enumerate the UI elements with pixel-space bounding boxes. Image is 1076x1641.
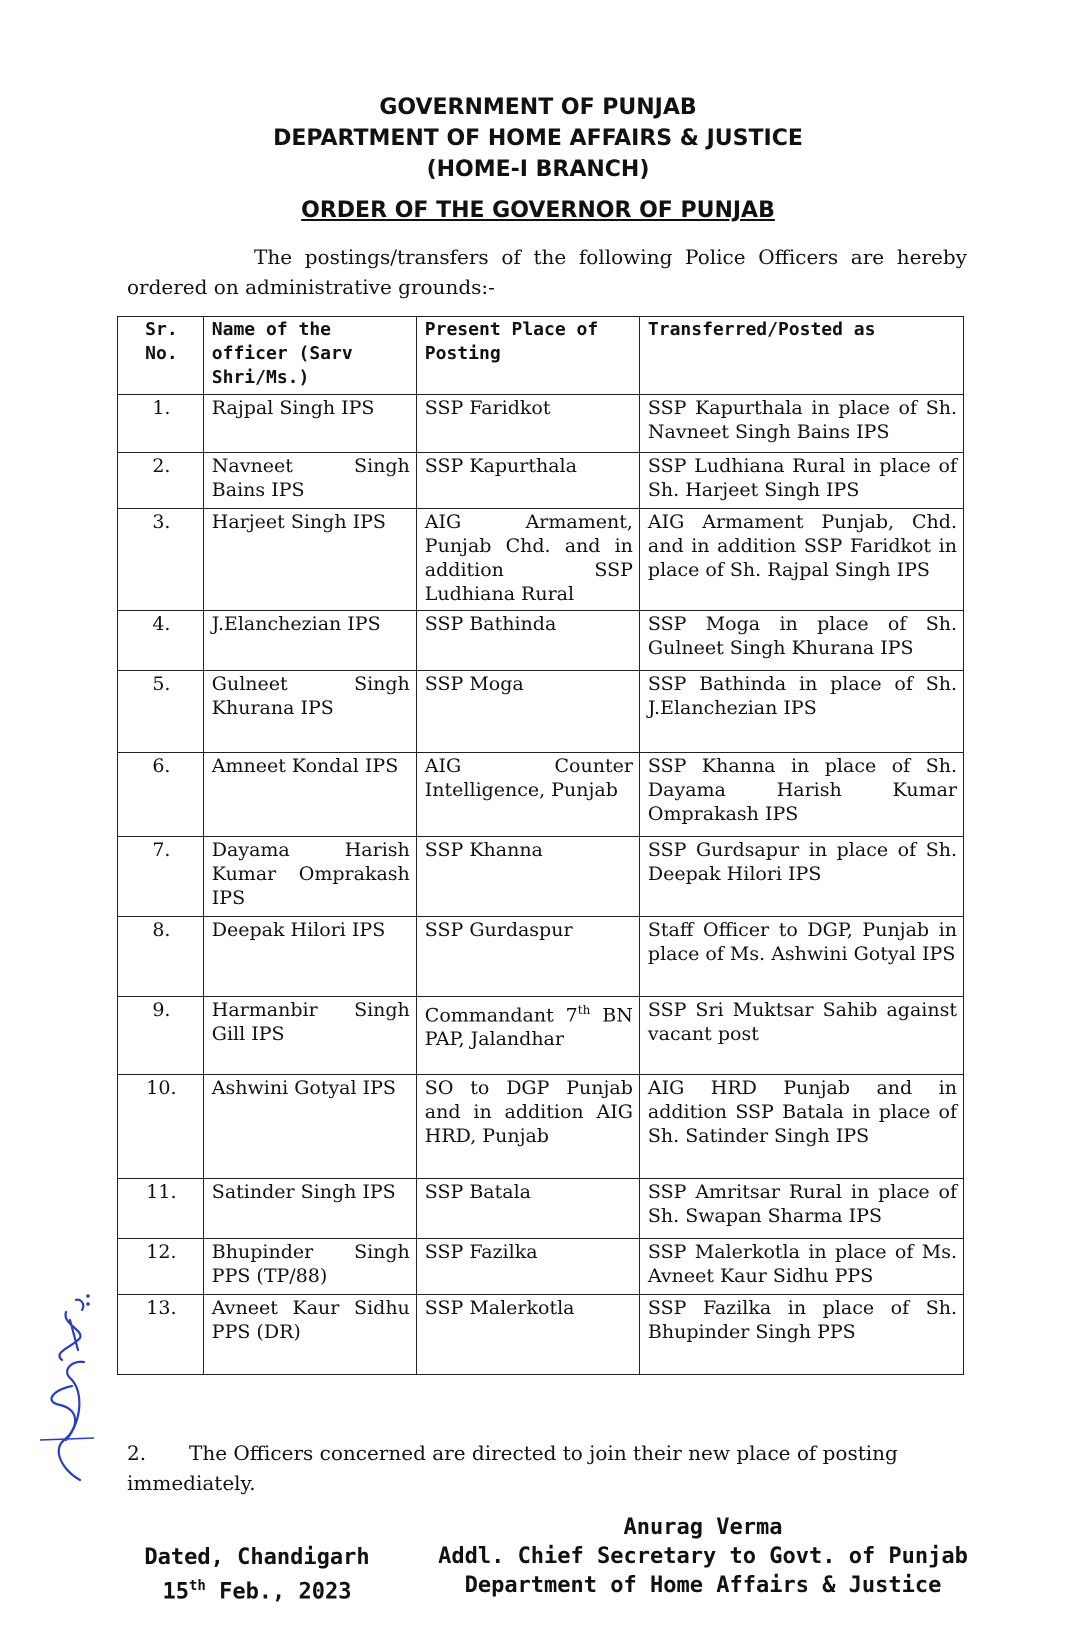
table-row [118, 611, 964, 671]
header-present-posting: Present Place of Posting [416, 317, 639, 395]
signatory-block [438, 1513, 968, 1600]
cell-present-posting: SSP Faridkot [416, 395, 639, 453]
dated-block [127, 1543, 387, 1606]
table-row [118, 453, 964, 509]
cell-officer-name: J.Elanchezian IPS [203, 611, 416, 671]
cell-transferred: SSP Fazilka in place of Sh. Bhupinder Singh PPS [639, 1295, 963, 1375]
cell-transferred: SSP Sri Muktsar Sahib against vacant post [639, 997, 963, 1075]
cell-transferred: SSP Amritsar Rural in place of Sh. Swapan Sharma IPS [639, 1179, 963, 1239]
cell-present-posting: AIG Counter Intelligence, Punjab [416, 753, 639, 837]
header-branch: (HOME-I BRANCH) [426, 157, 650, 182]
table-row [118, 395, 964, 453]
header-officer-name: Name of the officer (Sarv Shri/Ms.) [203, 317, 416, 395]
dated-date: 15th Feb., 2023 [162, 1578, 352, 1605]
signatory-name: Anurag Verma [623, 1515, 783, 1540]
cell-sr-no: 13. [118, 1295, 204, 1375]
table-row [118, 997, 964, 1075]
cell-officer-name: Navneet Singh Bains IPS [203, 453, 416, 509]
cell-sr-no: 11. [118, 1179, 204, 1239]
cell-present-posting: SSP Khanna [416, 837, 639, 917]
cell-present-posting: SSP Batala [416, 1179, 639, 1239]
dated-place: Dated, Chandigarh [144, 1545, 370, 1570]
cell-officer-name: Harjeet Singh IPS [203, 509, 416, 611]
table-header-row [118, 317, 964, 395]
cell-present-posting: Commandant 7th BN PAP, Jalandhar [416, 997, 639, 1075]
cell-present-posting: SSP Malerkotla [416, 1295, 639, 1375]
cell-sr-no: 2. [118, 453, 204, 509]
cell-transferred: AIG HRD Punjab and in addition SSP Batala in place of Sh. Satinder Singh IPS [639, 1075, 963, 1179]
cell-present-posting: SSP Gurdaspur [416, 917, 639, 997]
cell-transferred: SSP Kapurthala in place of Sh. Navneet Singh Bains IPS [639, 395, 963, 453]
cell-transferred: SSP Malerkotla in place of Ms. Avneet Kaur Sidhu PPS [639, 1239, 963, 1295]
cell-present-posting: SSP Bathinda [416, 611, 639, 671]
paragraph-number: 2. [127, 1441, 147, 1465]
cell-transferred: SSP Bathinda in place of Sh. J.Elanchezian IPS [639, 671, 963, 753]
cell-sr-no: 7. [118, 837, 204, 917]
cell-officer-name: Satinder Singh IPS [203, 1179, 416, 1239]
cell-sr-no: 1. [118, 395, 204, 453]
header-government: GOVERNMENT OF PUNJAB [379, 95, 697, 120]
cell-sr-no: 8. [118, 917, 204, 997]
cell-officer-name: Harmanbir Singh Gill IPS [203, 997, 416, 1075]
cell-transferred: Staff Officer to DGP, Punjab in place of Ms. Ashwini Gotyal IPS [639, 917, 963, 997]
table-row [118, 1179, 964, 1239]
order-title: ORDER OF THE GOVERNOR OF PUNJAB [301, 198, 775, 223]
cell-transferred: SSP Khanna in place of Sh. Dayama Harish Kumar Omprakash IPS [639, 753, 963, 837]
cell-present-posting: SO to DGP Punjab and in addition AIG HRD, Punjab [416, 1075, 639, 1179]
cell-present-posting: AIG Armament, Punjab Chd. and in addition SSP Ludhiana Rural [416, 509, 639, 611]
cell-officer-name: Deepak Hilori IPS [203, 917, 416, 997]
directive-paragraph [127, 1438, 967, 1498]
cell-present-posting: SSP Fazilka [416, 1239, 639, 1295]
transfer-table [117, 316, 964, 1375]
table-row [118, 671, 964, 753]
cell-present-posting: SSP Kapurthala [416, 453, 639, 509]
cell-transferred: SSP Gurdsapur in place of Sh. Deepak Hilori IPS [639, 837, 963, 917]
cell-officer-name: Amneet Kondal IPS [203, 753, 416, 837]
cell-transferred: SSP Ludhiana Rural in place of Sh. Harjeet Singh IPS [639, 453, 963, 509]
cell-officer-name: Rajpal Singh IPS [203, 395, 416, 453]
table-body [118, 395, 964, 1375]
cell-officer-name: Bhupinder Singh PPS (TP/88) [203, 1239, 416, 1295]
directive-text: The Officers concerned are directed to join their new place of posting immediately. [127, 1441, 898, 1495]
cell-sr-no: 3. [118, 509, 204, 611]
cell-sr-no: 12. [118, 1239, 204, 1295]
table-row [118, 1295, 964, 1375]
cell-transferred: AIG Armament Punjab, Chd. and in addition SSP Faridkot in place of Sh. Rajpal Singh IPS [639, 509, 963, 611]
table-row [118, 509, 964, 611]
cell-sr-no: 5. [118, 671, 204, 753]
table-row [118, 917, 964, 997]
cell-sr-no: 9. [118, 997, 204, 1075]
signatory-designation: Addl. Chief Secretary to Govt. of Punjab [438, 1544, 968, 1569]
cell-officer-name: Gulneet Singh Khurana IPS [203, 671, 416, 753]
header-department: DEPARTMENT OF HOME AFFAIRS & JUSTICE [273, 126, 803, 151]
cell-sr-no: 6. [118, 753, 204, 837]
cell-officer-name: Dayama Harish Kumar Omprakash IPS [203, 837, 416, 917]
table-row [118, 753, 964, 837]
cell-sr-no: 10. [118, 1075, 204, 1179]
document-header [0, 92, 1076, 185]
cell-officer-name: Avneet Kaur Sidhu PPS (DR) [203, 1295, 416, 1375]
table-row [118, 837, 964, 917]
header-transferred: Transferred/Posted as [639, 317, 963, 395]
intro-paragraph: The postings/transfers of the following Police Officers are hereby ordered on administrative grounds:- [127, 245, 967, 299]
cell-present-posting: SSP Moga [416, 671, 639, 753]
handwritten-signature [22, 1290, 102, 1490]
header-sr-no: Sr. No. [118, 317, 204, 395]
cell-transferred: SSP Moga in place of Sh. Gulneet Singh Khurana IPS [639, 611, 963, 671]
table-row [118, 1239, 964, 1295]
cell-officer-name: Ashwini Gotyal IPS [203, 1075, 416, 1179]
signatory-department: Department of Home Affairs & Justice [464, 1573, 942, 1598]
cell-sr-no: 4. [118, 611, 204, 671]
table-row [118, 1075, 964, 1179]
